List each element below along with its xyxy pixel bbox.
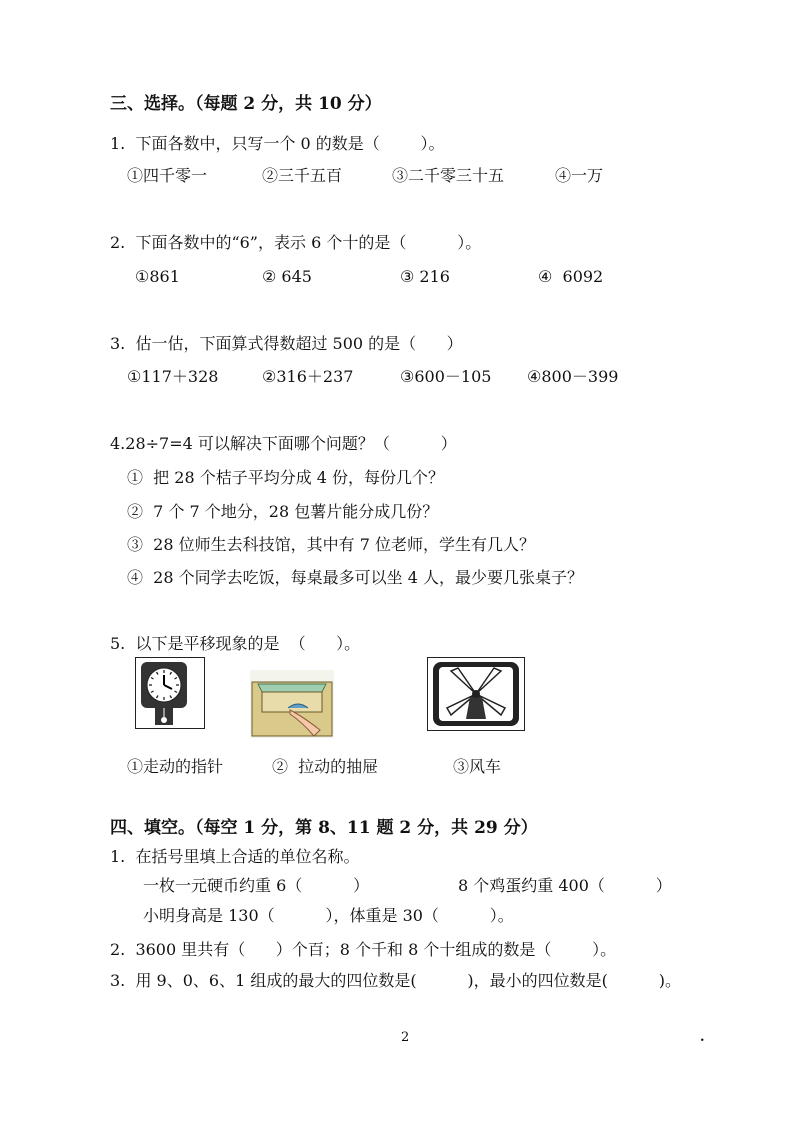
q4-option-4: ④ 28 个同学去吃饭，每桌最多可以坐 4 人，最少要几张桌子？ [127,568,583,587]
q2-option-3: ③ 216 [400,267,450,286]
q1-option-2: ②三千五百 [262,166,343,185]
q5-option-3: ③风车 [453,757,502,776]
s4-q2: 2. 3600 里共有（ ）个百；8 个千和 8 个十组成的数是（ ）。 [110,940,617,959]
clock-icon [135,657,205,729]
q1-stem: 1. 下面各数中，只写一个 0 的数是（ ）。 [110,134,445,153]
q1-option-1: ①四千零一 [127,166,208,185]
q3-option-4: ④800－399 [527,367,619,386]
q4-option-1: ① 把 28 个桔子平均分成 4 份，每份几个？ [127,468,445,487]
q4-option-2: ② 7 个 7 个地分，28 包薯片能分成几份？ [127,502,439,521]
q3-option-2: ②316＋237 [262,367,354,386]
s4-q1-line1b: 8 个鸡蛋约重 400（ ） [458,876,672,895]
windmill-icon [427,657,525,731]
s4-q3: 3. 用 9、0、6、1 组成的最大的四位数是( )，最小的四位数是( )。 [110,971,682,990]
q5-stem: 5. 以下是平移现象的是 （ ）。 [110,634,361,653]
q1-option-3: ③二千零三十五 [392,166,505,185]
q4-stem: 4.28÷7=4 可以解决下面哪个问题？（ ） [110,434,457,453]
s4-q1-line2: 小明身高是 130（ ），体重是 30（ ）。 [143,906,514,925]
drawer-picture [250,670,334,738]
page-number: 2 [401,1030,410,1045]
q5-option-2: ② 拉动的抽屉 [272,757,379,776]
q5-option-1: ①走动的指针 [127,757,224,776]
s4-q1-stem: 1. 在括号里填上合适的单位名称。 [110,847,360,866]
clock-picture [135,657,205,729]
section-3-heading: 三、选择。（每题 2 分，共 10 分） [110,94,382,114]
windmill-picture [427,657,525,731]
q3-option-1: ①117＋328 [127,367,219,386]
s4-q1-line1a: 一枚一元硬币约重 6（ ） [143,876,370,895]
q3-stem: 3. 估一估，下面算式得数超过 500 的是（ ） [110,334,463,353]
footer-dot: . [700,1030,705,1045]
q1-option-4: ④一万 [555,166,604,185]
section-4-heading: 四、填空。（每空 1 分，第 8、11 题 2 分，共 29 分） [110,818,538,838]
q2-option-4: ④ 6092 [538,267,604,286]
q2-option-1: ①861 [135,267,180,286]
q3-option-3: ③600－105 [400,367,492,386]
drawer-icon [250,670,334,738]
q2-stem: 2. 下面各数中的“6”，表示 6 个十的是（ ）。 [110,233,482,252]
q2-option-2: ② 645 [262,267,312,286]
q4-option-3: ③ 28 位师生去科技馆，其中有 7 位老师，学生有几人？ [127,535,535,554]
